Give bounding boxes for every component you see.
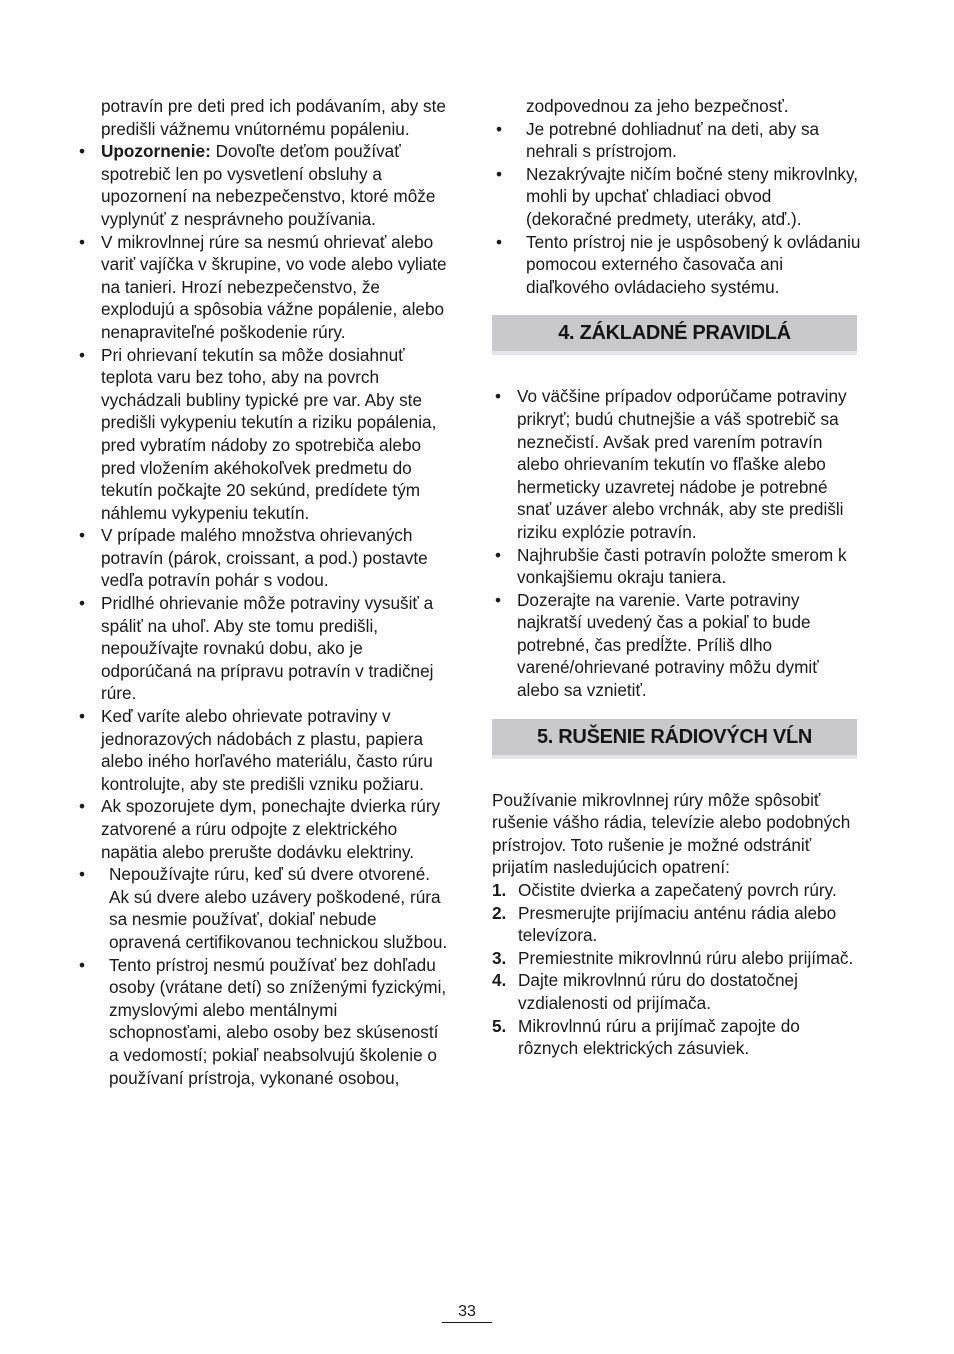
list-item-text: V prípade malého množstva ohrievaných potravín (párok, croissant, a pod.) postavte vedľa potravín pohár s vodou. xyxy=(101,525,428,591)
list-item xyxy=(492,544,862,589)
list-item xyxy=(76,524,448,592)
list-item-text: Vo väčšine prípadov odporúčame potraviny prikryť; budú chutnejšie a váš spotrebič sa neznečistí. Avšak pred varením potravín alebo ohrievaním tekutín vo fľaške alebo hermeticky uzavretej nádobe je potrebné snať uzáver alebo vrchnák, aby ste predišli riziku explózie potravín. xyxy=(517,386,847,542)
section-heading-radio-interference: 5. RUŠENIE RÁDIOVÝCH VĹN xyxy=(492,719,857,759)
list-item-text: V mikrovlnnej rúre sa nesmú ohrievať alebo variť vajíčka v škrupine, vo vode alebo vyliate na tanieri. Hrozí nebezpečenstvo, že explodujú a spôsobia vážne popálenie, alebo nenapraviteľné poškodenie rúry. xyxy=(101,231,447,342)
list-item xyxy=(76,705,448,795)
numbered-item xyxy=(492,902,862,947)
numbered-item xyxy=(492,947,862,970)
list-item-text: Pridlhé ohrievanie môže potraviny vysušiť a spáliť na uhoľ. Aby ste tomu predišli, nepoužívajte rovnakú dobu, ako je odporúčaná na prípravu potravín v tradičnej rúre. xyxy=(101,593,434,704)
numbered-item-text: Presmerujte prijímaciu anténu rádia alebo televízora. xyxy=(518,902,837,946)
list-item xyxy=(76,231,448,344)
numbered-item-text: Dajte mikrovlnnú rúru do dostatočnej vzdialenosti od prijímača. xyxy=(518,970,798,1013)
item-number: 1. xyxy=(492,880,507,901)
page-number: 33 xyxy=(442,1303,492,1323)
bullet: • xyxy=(79,344,86,365)
bullet: • xyxy=(495,544,502,565)
list-item-text: Pri ohrievaní tekutín sa môže dosiahnuť teplota varu bez toho, aby na povrch vychádzali bubliny typické pre var. Aby ste predišli vykypeniu tekutín a riziku popálenia, pred vybratím nádoby zo spotrebiča alebo pred vložením akéhokoľvek predmetu do tekutín počkajte 20 sekúnd, predídete tým náhlemu vykypeniu tekutín. xyxy=(101,344,437,523)
list-item xyxy=(492,589,862,702)
numbered-item-text: Premiestnite mikrovlnnú rúru alebo prijímač. xyxy=(518,947,854,968)
warning-label: Upozornenie: xyxy=(101,141,211,162)
bullet: • xyxy=(79,141,86,162)
bullet: • xyxy=(79,525,86,546)
bullet: • xyxy=(496,118,503,139)
section-heading-basic-rules: 4. ZÁKLADNÉ PRAVIDLÁ xyxy=(492,315,857,355)
list-item xyxy=(492,118,862,163)
list-item xyxy=(76,344,448,525)
list-item xyxy=(76,140,448,230)
list-item xyxy=(76,954,448,1090)
list-item xyxy=(492,231,862,299)
list-item xyxy=(76,592,448,705)
list-item-text: Keď varíte alebo ohrievate potraviny v jednorazových nádobách z plastu, papiera alebo iného horľavého materiálu, často rúru kontrolujte, aby ste predišli vzniku požiaru. xyxy=(101,706,433,794)
list-item-text: Ak spozorujete dym, ponechajte dvierka rúry zatvorené a rúru odpojte z elektrického napätia alebo prerušte dodávku elektriny. xyxy=(101,796,441,862)
bullet: • xyxy=(79,231,86,252)
item-number: 2. xyxy=(492,902,507,923)
intro-paragraph: Používanie mikrovlnnej rúry môže spôsobiť rušenie vášho rádia, televízie alebo podobných prístrojov. Toto rušenie je možné odstrániť prijatím nasledujúcich opatrení: xyxy=(492,789,851,878)
bullet: • xyxy=(495,386,502,407)
bullet: • xyxy=(79,796,86,817)
list-item-text: Tento prístroj nesmú používať bez dohľadu osoby (vrátane detí) so zníženými fyzickými, zmyslovými alebo mentálnymi schopnosťami, alebo osoby bez skúseností a vedomostí; pokiaľ neabsolvujú školenie o používaní prístroja, vykonané osobou, xyxy=(109,954,447,1088)
item-number: 3. xyxy=(492,947,507,968)
list-item-text: Dovoľte deťom používať spotrebič len po vysvetlení obsluhy a upozornení na nebezpečenstvo, ktoré môže vyplynúť z nesprávneho používania. xyxy=(101,141,436,229)
bullet: • xyxy=(79,864,86,885)
continuation-text: zodpovednou za jeho bezpečnosť. xyxy=(526,96,789,116)
list-item-text: Tento prístroj nie je uspôsobený k ovládaniu pomocou externého časovača ani diaľkového ovládacieho systému. xyxy=(526,231,861,297)
numbered-item-text: Očistite dvierka a zapečatený povrch rúry. xyxy=(518,880,837,901)
list-item-text: Dozerajte na varenie. Varte potraviny najkratší uvedený čas a pokiaľ to bude potrebné, čas predĺžte. Príliš dlho varené/ohrievané potraviny môžu dymiť alebo sa vznietiť. xyxy=(517,589,819,701)
list-item xyxy=(492,163,862,231)
right-column xyxy=(492,95,862,1060)
numbered-item xyxy=(492,879,862,902)
list-item-text: Nepoužívajte rúru, keď sú dvere otvorené. Ak sú dvere alebo uzávery poškodené, rúra sa nesmie používať, dokiaľ nebude opravená certifikovanou technickou službou. xyxy=(109,864,448,952)
list-item xyxy=(76,795,448,863)
list-item-text: Je potrebné dohliadnuť na deti, aby sa nehrali s prístrojom. xyxy=(526,118,820,162)
left-column xyxy=(76,95,448,1089)
bullet: • xyxy=(495,589,502,610)
numbered-item xyxy=(492,969,862,1014)
bullet: • xyxy=(79,593,86,614)
bullet: • xyxy=(496,231,503,252)
numbered-item xyxy=(492,1015,862,1060)
bullet: • xyxy=(79,706,86,727)
item-number: 4. xyxy=(492,970,507,991)
list-item xyxy=(492,385,862,543)
bullet: • xyxy=(496,163,503,184)
list-item-text: Nezakrývajte ničím bočné steny mikrovlnky, mohli by upchať chladiaci obvod (dekoračné predmety, uteráky, atď.). xyxy=(526,163,859,229)
numbered-item-text: Mikrovlnnú rúru a prijímač zapojte do rôznych elektrických zásuviek. xyxy=(518,1015,800,1059)
list-item-text: Najhrubšie časti potravín položte smerom k vonkajšiemu okraju taniera. xyxy=(517,544,847,588)
item-number: 5. xyxy=(492,1015,507,1036)
continuation-text: potravín pre deti pred ich podávaním, aby ste predišli vážnemu vnútornému popáleniu. xyxy=(101,96,446,139)
list-item xyxy=(76,863,448,953)
bullet: • xyxy=(79,954,86,975)
